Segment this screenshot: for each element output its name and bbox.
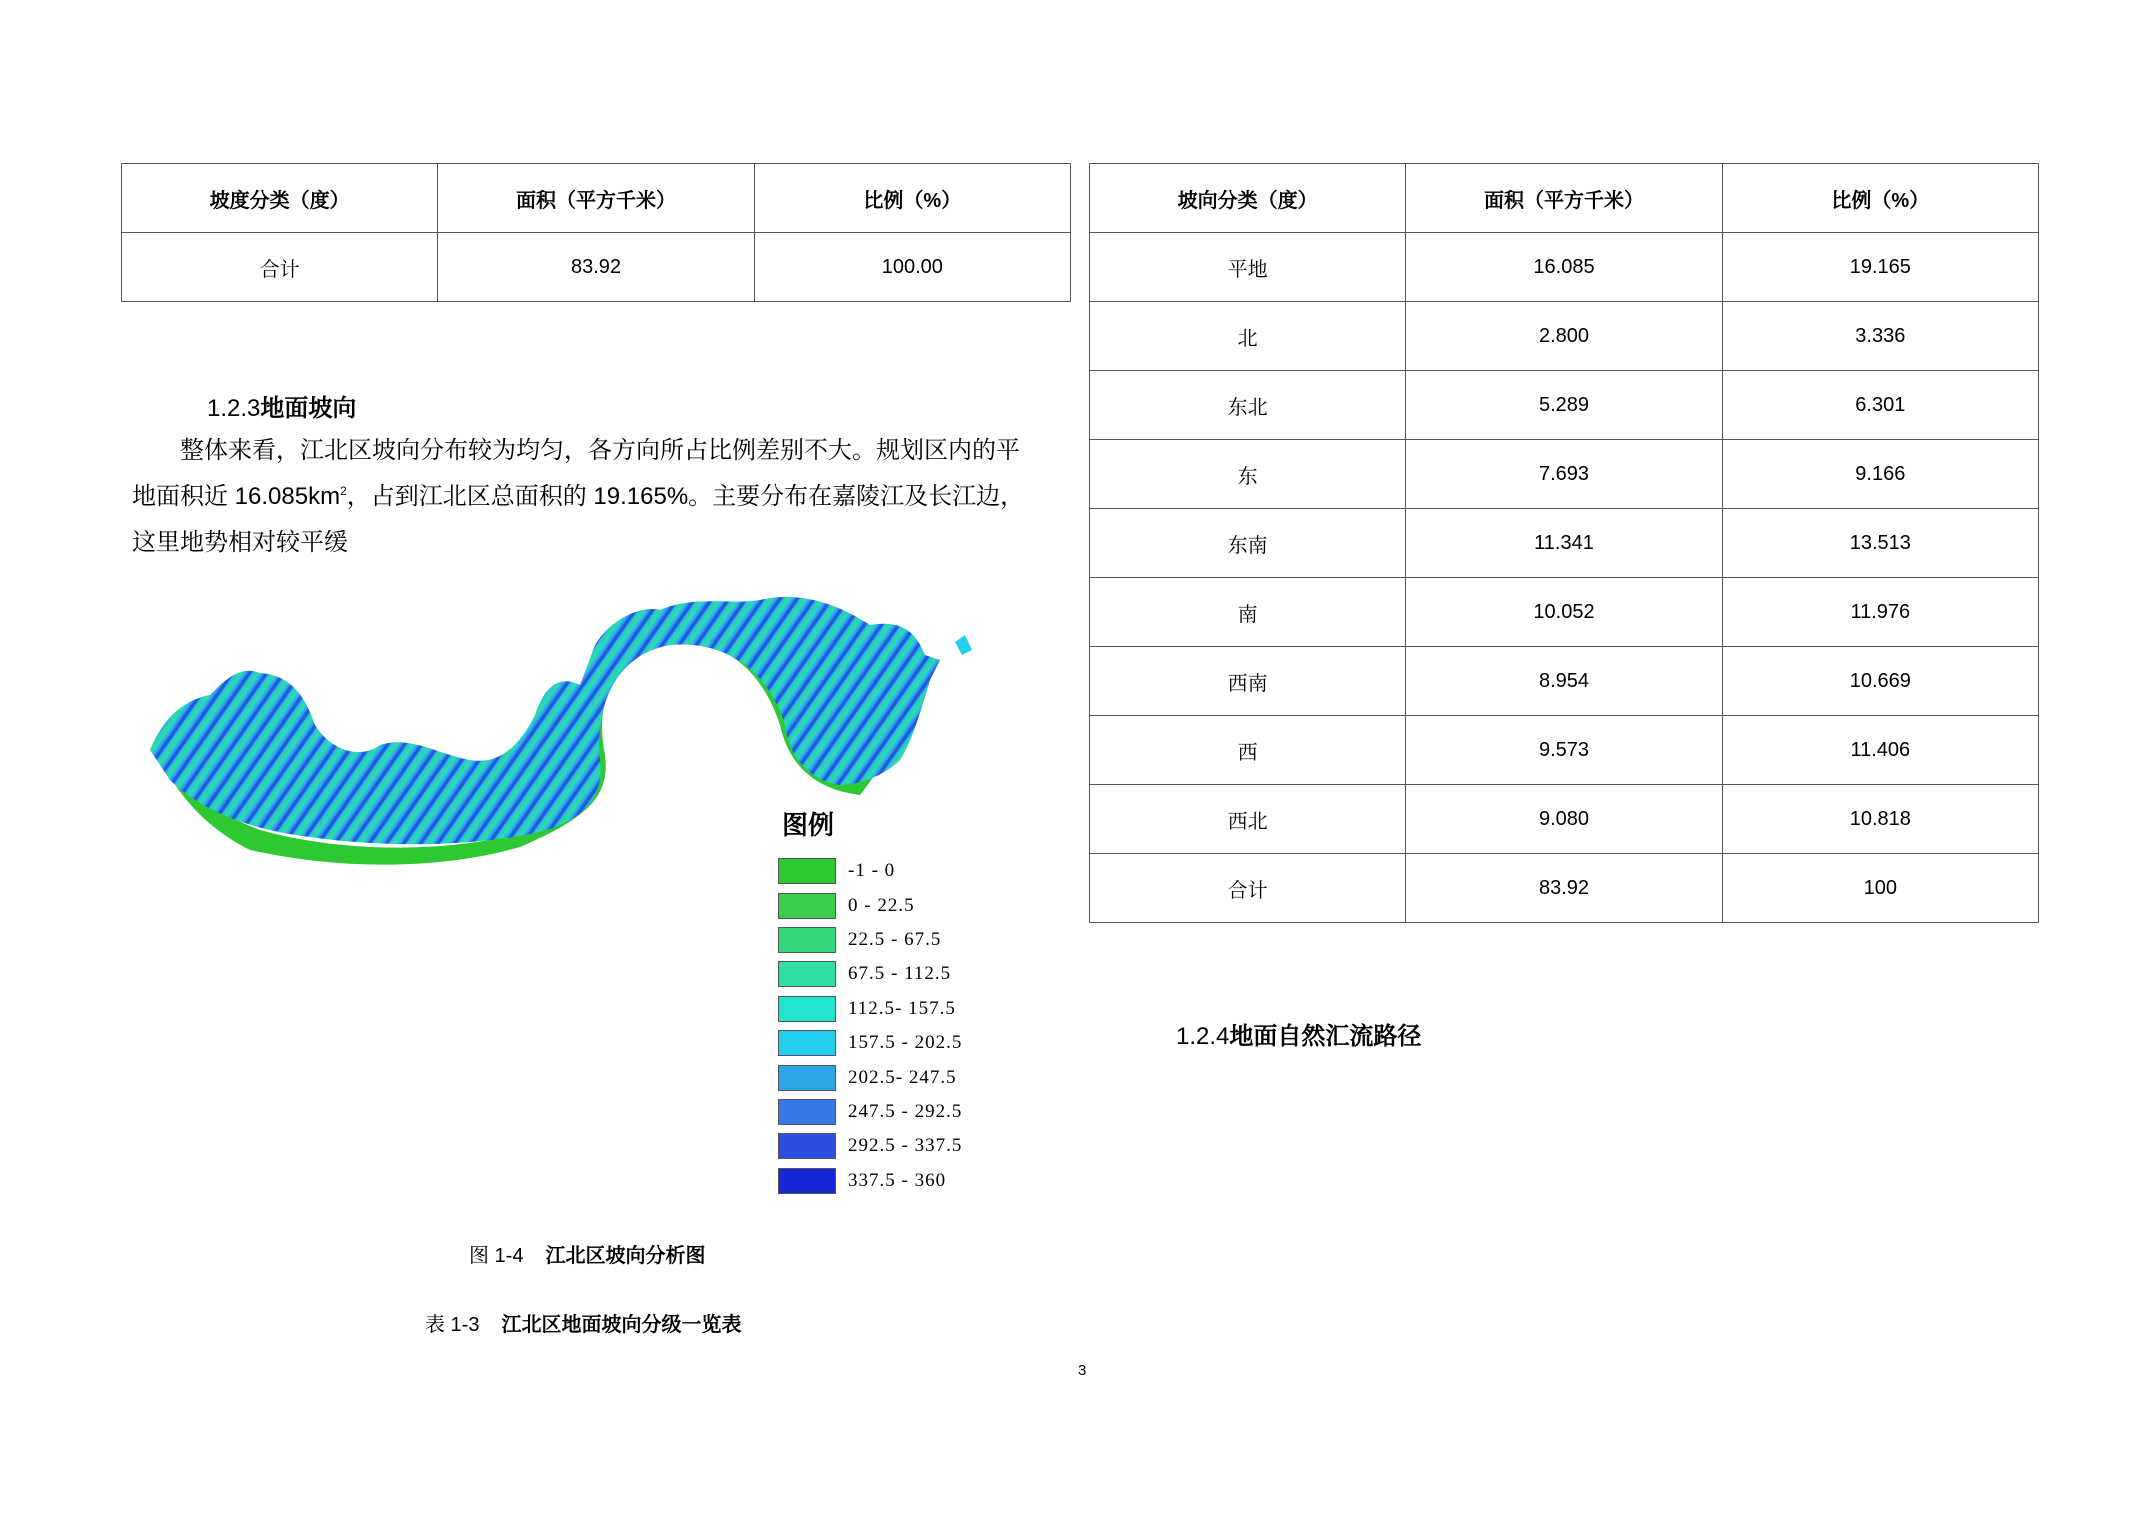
legend-items [778,854,998,1198]
legend-swatch [778,1168,836,1194]
legend-title: 图例 [782,811,835,841]
table-cell: 合计 [122,233,438,302]
paragraph-line: 这里地势相对较平缓 [132,529,348,556]
figure-caption [469,1239,705,1268]
table-title: 江北区地面坡向分级一览表 [501,1314,742,1336]
legend-swatch [778,1133,836,1159]
table-cell: 13.513 [1722,509,2038,578]
legend-label: 0 - 22.5 [848,894,915,916]
legend-item [778,1164,998,1198]
figure-title: 江北区坡向分析图 [545,1245,706,1267]
table-row [1090,440,2039,509]
aspect-table-header: 比例（%） [1722,164,2038,233]
table-cell: 10.052 [1406,578,1722,647]
legend-swatch [778,927,836,953]
table-row [122,233,1071,302]
slope-table [121,163,1071,302]
legend-swatch [778,893,836,919]
table-row [1090,578,2039,647]
section-heading-1-2-4 [1176,1016,1421,1051]
table-cell: 11.976 [1722,578,2038,647]
table-cell: 9.166 [1722,440,2038,509]
paragraph-line: 整体来看，江北区坡向分布较为均匀，各方向所占比例差别不大。规划区内的平 [180,437,1020,464]
table-number: 表 1-3 [425,1314,480,1336]
section-number: 1.2.4 [1176,1023,1230,1050]
table-cell: 11.341 [1406,509,1722,578]
table-row [1090,854,2039,923]
section-title: 地面坡向 [260,395,357,422]
table-cell: 8.954 [1406,647,1722,716]
legend-item [778,1129,998,1163]
table-cell: 北 [1090,302,1406,371]
paragraph-line [132,474,1072,520]
table-row [1090,509,2039,578]
table-cell: 100 [1722,854,2038,923]
table-cell: 2.800 [1406,302,1722,371]
legend-label: 202.5- 247.5 [848,1066,957,1088]
table-cell: 10.818 [1722,785,2038,854]
table-caption [425,1308,741,1337]
slope-table-header: 比例（%） [754,164,1070,233]
table-cell: 9.573 [1406,716,1722,785]
table-cell: 平地 [1090,233,1406,302]
legend-item [778,1060,998,1094]
table-cell: 东南 [1090,509,1406,578]
table-cell: 83.92 [438,233,754,302]
section-title: 地面自然汇流路径 [1229,1023,1422,1050]
legend-label: 22.5 - 67.5 [848,928,942,950]
section-number: 1.2.3 [207,395,261,422]
paragraph-text: 地面积近 16.085km [132,483,341,510]
table-cell: 5.289 [1406,371,1722,440]
figure-number: 图 1-4 [469,1245,524,1267]
paragraph-text: ，占到江北区总面积的 19.165%。主要分布在嘉陵江及长江边， [346,483,1025,510]
slope-table-header: 面积（平方千米） [438,164,754,233]
table-cell: 西北 [1090,785,1406,854]
legend-label: 67.5 - 112.5 [848,963,952,985]
legend-label: 337.5 - 360 [848,1169,947,1191]
aspect-table-header: 面积（平方千米） [1406,164,1722,233]
legend-swatch [778,1099,836,1125]
legend-item [778,923,998,957]
legend-swatch [778,858,836,884]
legend-label: -1 - 0 [848,860,896,882]
table-cell: 西南 [1090,647,1406,716]
aspect-table-header: 坡向分类（度） [1090,164,1406,233]
table-cell: 11.406 [1722,716,2038,785]
superscript: 2 [340,484,347,498]
table-row [1090,716,2039,785]
table-row [1090,785,2039,854]
legend-item [778,854,998,888]
legend-swatch [778,1030,836,1056]
legend-item [778,957,998,991]
legend-item [778,888,998,922]
table-cell: 东 [1090,440,1406,509]
legend-swatch [778,961,836,987]
table-cell: 3.336 [1722,302,2038,371]
legend-item [778,1095,998,1129]
table-cell: 9.080 [1406,785,1722,854]
slope-table-header-row [122,164,1071,233]
table-cell: 南 [1090,578,1406,647]
table-row [1090,371,2039,440]
table-cell: 东北 [1090,371,1406,440]
map-legend [778,805,998,1198]
legend-swatch [778,1065,836,1091]
table-cell: 19.165 [1722,233,2038,302]
table-cell: 6.301 [1722,371,2038,440]
table-row [1090,647,2039,716]
table-cell: 7.693 [1406,440,1722,509]
body-paragraph [132,428,1072,566]
legend-swatch [778,996,836,1022]
table-row [1090,302,2039,371]
table-cell: 83.92 [1406,854,1722,923]
table-cell: 合计 [1090,854,1406,923]
legend-label: 292.5 - 337.5 [848,1135,963,1157]
table-cell: 100.00 [754,233,1070,302]
section-heading-1-2-3 [207,388,356,423]
slope-table-header: 坡度分类（度） [122,164,438,233]
legend-item [778,1026,998,1060]
legend-label: 157.5 - 202.5 [848,1032,963,1054]
table-cell: 16.085 [1406,233,1722,302]
aspect-table [1089,163,2039,923]
legend-label: 112.5- 157.5 [848,997,956,1019]
table-row [1090,233,2039,302]
table-cell: 10.669 [1722,647,2038,716]
legend-item [778,992,998,1026]
aspect-table-header-row [1090,164,2039,233]
table-cell: 西 [1090,716,1406,785]
legend-label: 247.5 - 292.5 [848,1100,963,1122]
page-number: 3 [1078,1362,1087,1379]
